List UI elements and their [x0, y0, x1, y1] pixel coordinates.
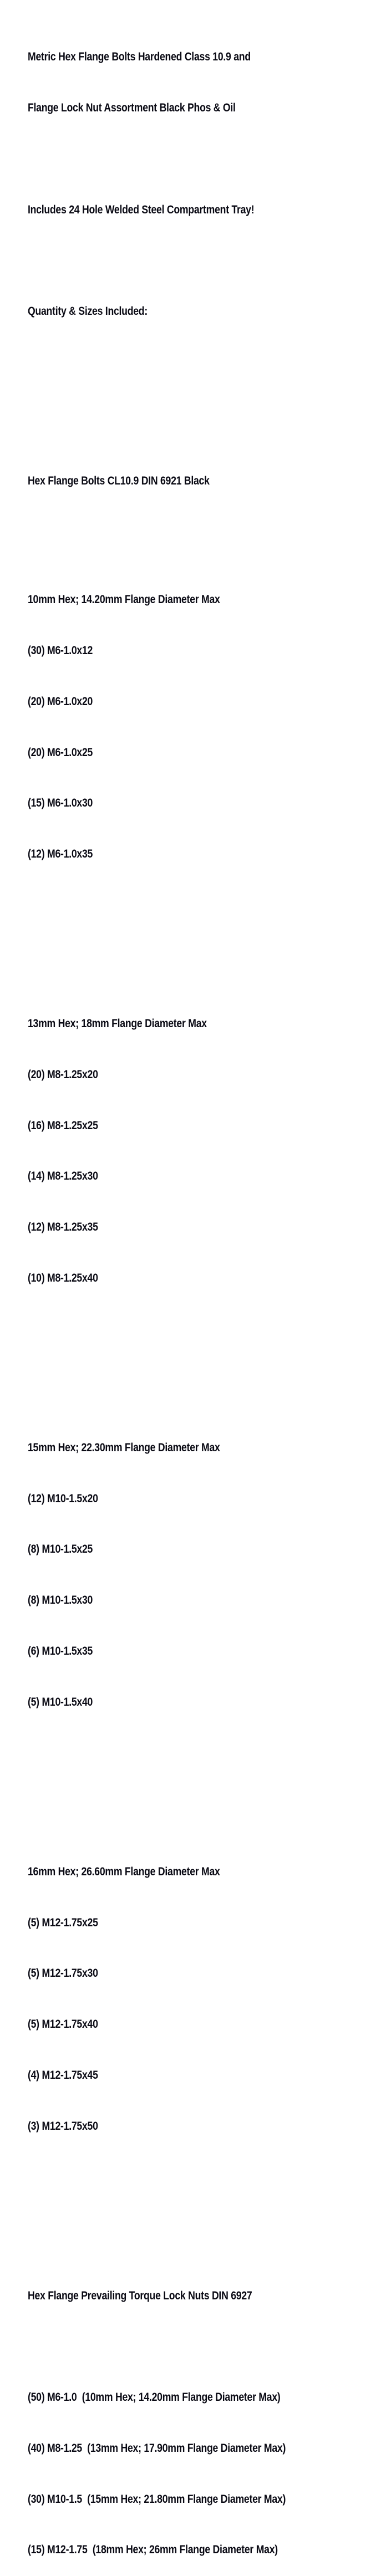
bolt-item: (5) M10-1.5x40 — [28, 1695, 93, 1708]
spacer — [28, 948, 317, 965]
spacer — [28, 151, 317, 168]
bolt-item: (20) M6-1.0x25 — [28, 746, 93, 759]
title-line-1: Metric Hex Flange Bolts Hardened Class 10.9 and — [28, 50, 251, 64]
bolt-item: (8) M10-1.5x25 — [28, 1543, 93, 1556]
spacer — [28, 2338, 317, 2355]
spacer — [28, 897, 317, 914]
bolt-item: (5) M12-1.75x25 — [28, 1916, 98, 1929]
spacer — [28, 1745, 317, 1762]
nut-item: (15) M12-1.75 (18mm Hex; 26mm Flange Diameter Max) — [28, 2543, 278, 2557]
bolt-item: (8) M10-1.5x30 — [28, 1594, 93, 1607]
bolt-item: (4) M12-1.75x45 — [28, 2068, 98, 2082]
bolt-group-heading: 16mm Hex; 26.60mm Flange Diameter Max — [28, 1865, 220, 1878]
bolt-item: (5) M12-1.75x30 — [28, 1967, 98, 1980]
bolt-item: (30) M6-1.0x12 — [28, 644, 93, 657]
bolt-item: (14) M8-1.25x30 — [28, 1170, 98, 1183]
spacer — [28, 524, 317, 541]
bolt-item: (12) M10-1.5x20 — [28, 1492, 98, 1505]
bolt-item: (20) M6-1.0x20 — [28, 695, 93, 708]
bolt-group-heading: 13mm Hex; 18mm Flange Diameter Max — [28, 1017, 207, 1031]
bolt-item: (3) M12-1.75x50 — [28, 2119, 98, 2133]
nut-item: (50) M6-1.0 (10mm Hex; 14.20mm Flange Diameter Max) — [28, 2391, 281, 2404]
bolt-item: (5) M12-1.75x40 — [28, 2018, 98, 2031]
product-description — [28, 15, 317, 2576]
spacer — [28, 405, 317, 422]
spacer — [28, 2169, 317, 2186]
bolt-item: (20) M8-1.25x20 — [28, 1068, 98, 1081]
bolt-group-heading: 15mm Hex; 22.30mm Flange Diameter Max — [28, 1441, 220, 1454]
nut-item: (40) M8-1.25 (13mm Hex; 17.90mm Flange Diameter Max) — [28, 2441, 286, 2455]
nuts-heading: Hex Flange Prevailing Torque Lock Nuts DIN 6927 — [28, 2289, 252, 2302]
bolt-group-heading: 10mm Hex; 14.20mm Flange Diameter Max — [28, 593, 220, 606]
spacer — [28, 252, 317, 269]
spacer — [28, 2220, 317, 2237]
nut-item: (30) M10-1.5 (15mm Hex; 21.80mm Flange Diameter Max) — [28, 2492, 286, 2506]
spacer — [28, 1795, 317, 1813]
bolts-heading: Hex Flange Bolts CL10.9 DIN 6921 Black — [28, 475, 210, 488]
title-line-2: Flange Lock Nut Assortment Black Phos & Oil — [28, 101, 236, 114]
spacer — [28, 354, 317, 371]
bolt-item: (10) M8-1.25x40 — [28, 1271, 98, 1284]
spacer — [28, 1321, 317, 1338]
tray-note: Includes 24 Hole Welded Steel Compartment Tray! — [28, 203, 255, 216]
bolt-item: (12) M6-1.0x35 — [28, 848, 93, 861]
bolt-item: (16) M8-1.25x25 — [28, 1119, 98, 1132]
spacer — [28, 1372, 317, 1389]
bolt-item: (12) M8-1.25x35 — [28, 1221, 98, 1234]
quantity-heading: Quantity & Sizes Included: — [28, 305, 148, 318]
bolt-item: (6) M10-1.5x35 — [28, 1645, 93, 1657]
bolt-item: (15) M6-1.0x30 — [28, 797, 93, 810]
